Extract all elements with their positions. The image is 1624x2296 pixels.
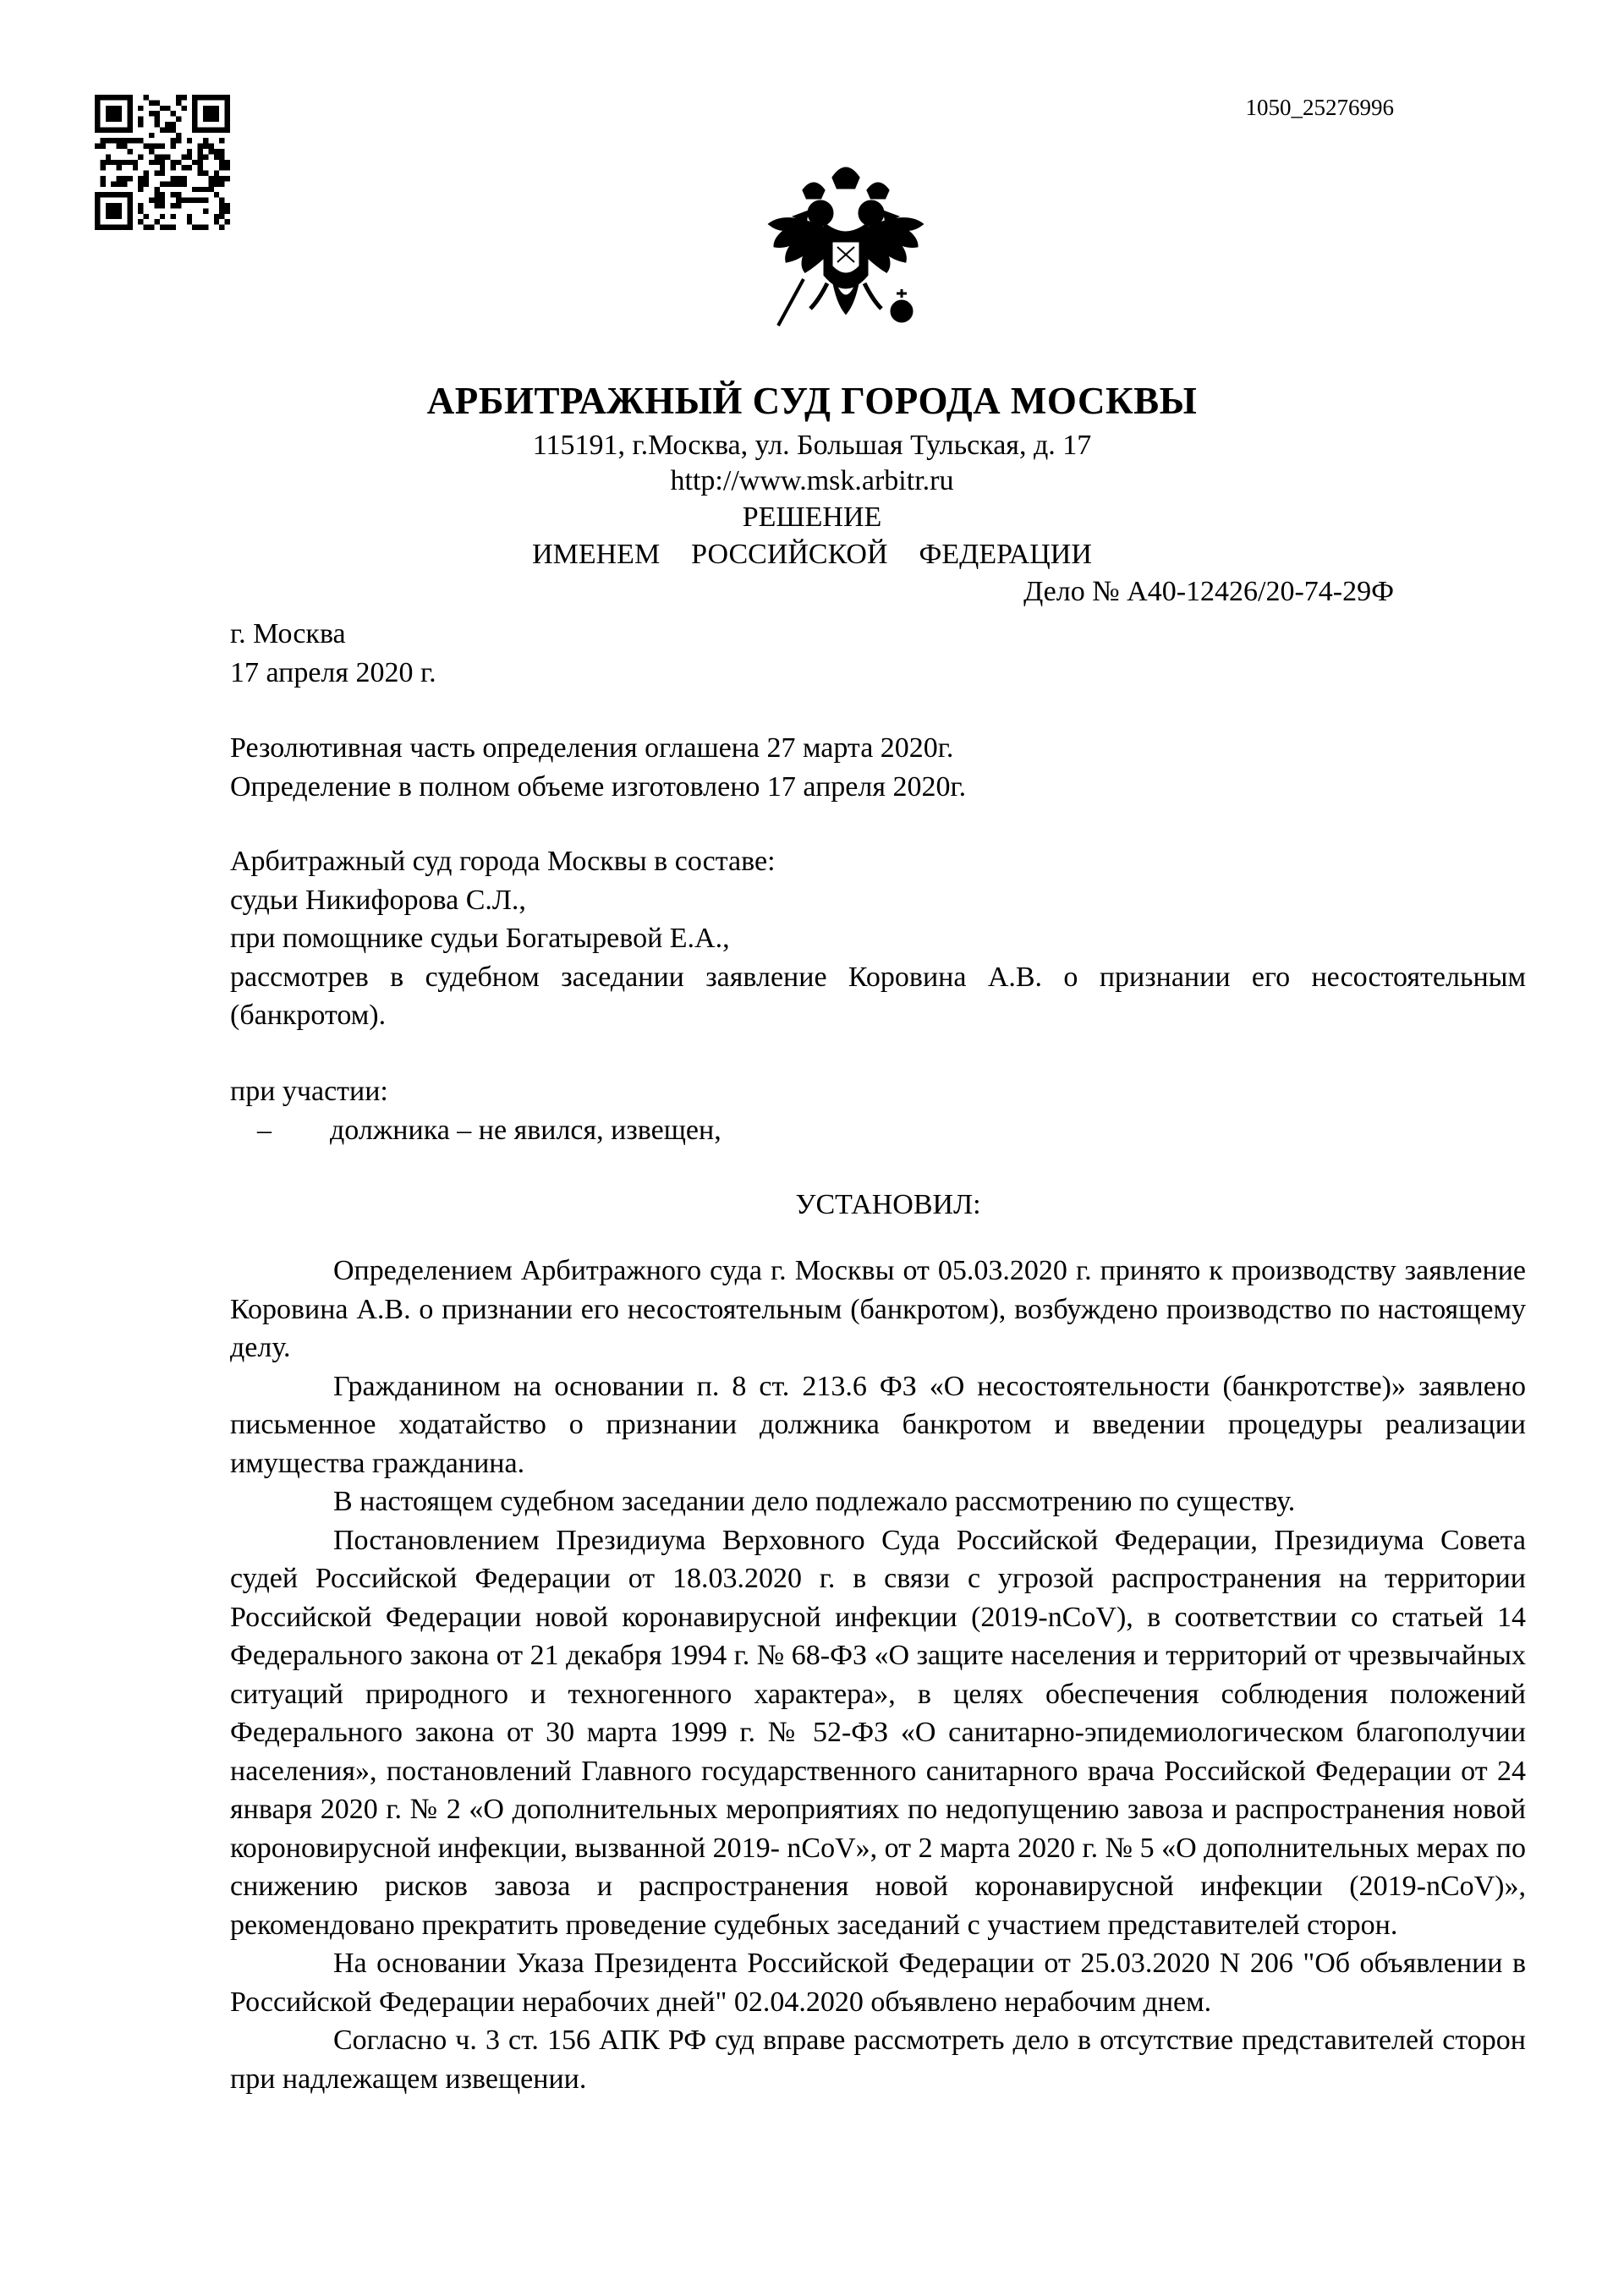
main-text: [230, 1252, 1526, 2098]
announcement-block: [230, 729, 1526, 806]
coat-of-arms-icon: [753, 152, 939, 355]
qr-code-icon: [95, 95, 230, 230]
section-heading: УСТАНОВИЛ:: [795, 1189, 981, 1220]
case-number: Дело № А40-12426/20-74-29Ф: [1023, 576, 1394, 607]
court-name: АРБИТРАЖНЫЙ СУД ГОРОДА МОСКВЫ: [426, 380, 1198, 422]
document-subtitle: ИМЕНЕМ РОССИЙСКОЙ ФЕДЕРАЦИИ: [532, 539, 1092, 570]
participant-item: [230, 1111, 1526, 1150]
composition-line: при помощнике судьи Богатыревой Е.А.,: [230, 923, 730, 954]
document-id: 1050_25276996: [1245, 95, 1394, 120]
paragraph: Постановлением Президиума Верховного Суда Российской Федерации, Президиума Совета судей Российской Федерации от 18.03.2020 г. в связи с угрозой распространения на территории Российской Федерации новой коронавирусной инфекции (2019-nCoV), в соответствии со статьей 14 Федерального закона от 21 декабря 1994 г. № 68-ФЗ «О защите населения и территорий от чрезвычайных ситуаций природного и техногенного характера», в целях обеспечения соблюдения положений Федерального закона от 30 марта 1999 г. № 52-ФЗ «О санитарно-эпидемиологическом благополучии населения», постановлений Главного государственного санитарного врача Российской Федерации от 24 января 2020 г. № 2 «О дополнительных мероприятиях по недопущению завоза и распространения новой короновирусной инфекции, вызванной 2019- nCoV», от 2 марта 2020 г. № 5 «О дополнительных мерах по снижению рисков завоза и распространения новой коронавирусной инфекции (2019-nCoV)», рекомендовано прекратить проведение судебных заседаний с участием представителей сторон.: [230, 1524, 1526, 1941]
composition-line: Арбитражный суд города Москвы в составе:: [230, 846, 776, 877]
paragraph: Определением Арбитражного суда г. Москвы от 05.03.2020 г. принято к производству заявление Коровина А.В. о признании его несостоятельным (банкротом), возбуждено производство по настоящему делу.: [230, 1255, 1526, 1363]
composition-block: [230, 842, 1526, 1035]
court-address: 115191, г.Москва, ул. Большая Тульская, д. 17: [532, 430, 1092, 461]
place-date-block: [230, 615, 1526, 692]
dash-bullet: –: [257, 1114, 272, 1146]
court-website: http://www.msk.arbitr.ru: [670, 465, 954, 496]
announcement-line: Резолютивная часть определения оглашена 27 марта 2020г.: [230, 732, 954, 764]
participation-block: [230, 1072, 1526, 1149]
document-type: РЕШЕНИЕ: [742, 501, 882, 533]
paragraph: Согласно ч. 3 ст. 156 АПК РФ суд вправе рассмотреть дело в отсутствие представителей сторон при надлежащем извещении.: [230, 2025, 1526, 2095]
paragraph: Гражданином на основании п. 8 ст. 213.6 ФЗ «О несостоятельности (банкротстве)» заявлено письменное ходатайство о признании должника банкротом и введении процедуры реализации имущества гражданина.: [230, 1370, 1526, 1479]
decision-date: 17 апреля 2020 г.: [230, 656, 436, 688]
announcement-line: Определение в полном объеме изготовлено 17 апреля 2020г.: [230, 770, 967, 803]
composition-line: судьи Никифорова С.Л.,: [230, 884, 526, 916]
participant-text: должника – не явился, извещен,: [330, 1114, 721, 1146]
considering-text: рассмотрев в судебном заседании заявление Коровина А.В. о признании его несостоятельным (банкротом).: [230, 961, 1526, 1031]
participation-label: при участии:: [230, 1076, 388, 1107]
paragraph: На основании Указа Президента Российской Федерации от 25.03.2020 N 206 "Об объявлении в Российской Федерации нерабочих дней" 02.04.2020 объявлено нерабочим днем.: [230, 1948, 1526, 2018]
city: г. Москва: [230, 618, 346, 649]
paragraph: В настоящем судебном заседании дело подлежало рассмотрению по существу.: [333, 1486, 1296, 1517]
